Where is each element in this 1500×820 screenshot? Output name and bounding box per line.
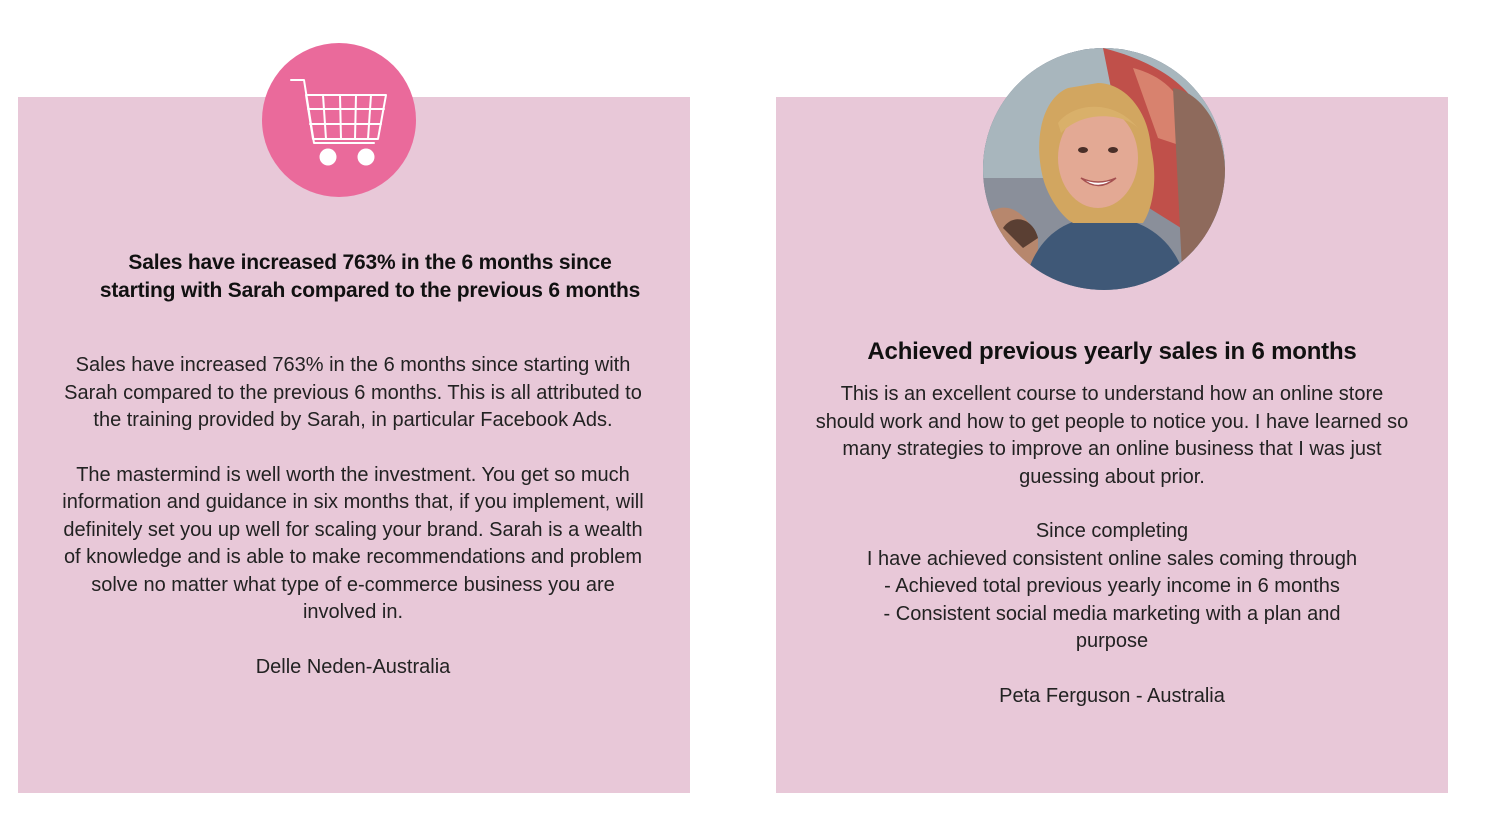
testimonial-bullet: - Achieved total previous yearly income in 6 months — [884, 575, 1340, 597]
heading-line: Sales have increased 763% in the 6 months since — [128, 251, 612, 274]
testimonial-author: Delle Neden-Australia — [255, 655, 451, 678]
shopping-cart-icon — [262, 43, 416, 197]
heading-line: starting with Sarah compared to the previous 6 months — [99, 279, 641, 302]
testimonial-paragraph: The mastermind is well worth the investment. You get so much information and guidance in six months that, if you implement, will definitely set you up well for scaling your brand. Sarah is a wealth of knowledge and is able to make recommendations and problem solve no matter what type of e-commerce business you are involved in. — [62, 463, 644, 623]
testimonial-paragraph: This is an excellent course to understand how an online store should work and how to get people to notice you. I have learned so many strategies to improve an online business that I was just guessing about prior. — [815, 383, 1409, 488]
testimonial-body — [812, 381, 1412, 710]
testimonial-heading: Achieved previous yearly sales in 6 months — [867, 338, 1357, 365]
customer-photo-art — [983, 48, 1225, 290]
testimonial-paragraph: Sales have increased 763% in the 6 months since starting with Sarah compared to the previous 6 months. This is all attributed to the training provided by Sarah, in particular Facebook Ads. — [64, 354, 642, 431]
testimonial-line: Since completing — [1035, 520, 1189, 542]
testimonial-body — [58, 352, 648, 681]
customer-photo — [983, 48, 1225, 290]
cart-badge — [262, 43, 416, 197]
testimonial-bullet: - Consistent social media marketing with a plan and purpose — [883, 602, 1341, 652]
testimonial-author: Peta Ferguson - Australia — [999, 684, 1225, 707]
testimonial-heading — [60, 249, 680, 305]
testimonial-line: I have achieved consistent online sales coming through — [866, 547, 1358, 570]
